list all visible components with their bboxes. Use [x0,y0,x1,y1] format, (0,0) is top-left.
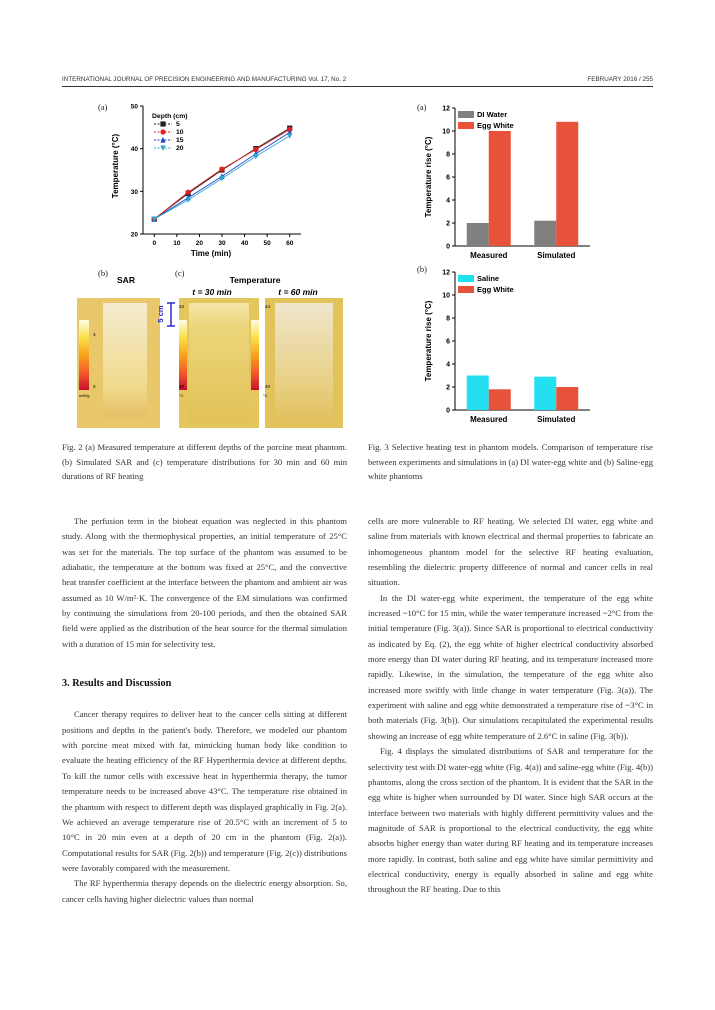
x-category-label: Simulated [537,415,576,424]
t30-colorbar-min: 30 [179,384,185,389]
x-category-label: Measured [470,415,508,424]
y-tick-label: 0 [446,407,450,415]
legend-label: 10 [176,129,184,136]
legend-label: DI Water [477,110,508,119]
sar-colorbar-unit: mW/g [79,393,90,398]
y-tick-label: 2 [446,384,450,392]
y-tick-label: 2 [446,220,450,228]
fig2-caption: Fig. 2 (a) Measured temperature at different depths of the porcine meat phantom. (b) Simulated SAR and (c) temperature distributions for 30 min and 60 min durations of RF heating [62,442,347,482]
y-tick-label: 6 [446,174,450,182]
t60-colorbar-max: 44 [265,304,271,309]
y-axis-label: Temperature rise (°C) [424,136,433,218]
y-tick-label: 8 [446,315,450,323]
t60-colorbar-min: 40 [265,384,271,389]
fig2a-line-chart [108,98,308,263]
header-rule [62,86,653,87]
x-tick-label: 20 [195,240,204,247]
fig2a-y-axis-label: Temperature (°C) [111,133,120,199]
y-tick-label: 4 [446,361,450,369]
right-paragraph-1: cells are more vulnerable to RF heating. We selected DI water, egg white and saline from materials with known electrical and thermal properties to fabricate an inhomogeneous phantom model for the selective RF heating evaluation, resembling the dielectric property difference of normal and cancer cells in real situation. [368,516,653,588]
fig2a-axes [131,104,301,248]
x-tick-label: 30 [218,240,226,247]
left-paragraph-2: Cancer therapy requires to deliver heat to the cancer cells sitting at different positions and depths in the patient's body. Therefore, we modeled our phantom with porcine meat mixed with fat, mimicking human body like condition to evaluate the heating efficiency of the RF Hyperthermia device at different depths. To kill the tumor cells with excessive heat in hyperthermia therapy, the tumor temperature needs to be increased above 43°C. The temperature rise obtained in the phantom with respect to different depth was displayed graphically in Fig. 2(a). We achieved an average temperature rise of 20.5°C with an increment of 5 to 10°C in 20 min even at a depth of 20 cm in the phantom (Fig. 2(a)). Computational results for SAR (Fig. 2(b)) and temperature (Fig. 2(c)) distributions were favorably compared with the measurement. [62,709,347,873]
legend-title: Depth (cm) [152,113,188,120]
x-tick-label: 10 [173,240,181,247]
bar-di-water [467,223,489,246]
fig2a-series-group [152,126,293,223]
sar-phantom-field [103,303,147,418]
data-point [186,190,191,195]
fig2c-label: (c) [175,268,185,278]
t60-colorbar [251,320,259,390]
temperature-title: Temperature [229,275,281,285]
data-point [219,167,224,172]
y-tick-label: 40 [130,146,138,154]
fig3b-label: (b) [417,264,427,274]
fig2a-x-axis-label: Time (min) [190,249,232,258]
y-tick-label: 12 [442,269,450,277]
sar-title: SAR [117,275,135,285]
t60-phantom-field [275,303,333,423]
right-paragraph-3: Fig. 4 displays the simulated distributions of SAR and temperature for the selectivity test with DI water-egg white (Fig. 4(a)) and saline-egg white (Fig. 4(b)) phantoms, along the cross section of the phantom. It is evident that the SAR in the egg white is higher when surrounded by DI water. Since high SAR occurs at the interface between two materials with highly different permittivity values and the magnitude of SAR is proportional to the electrical conductivity, the egg white absorbs higher energy than water during RF heating and its temperature increases more rapidly. In contrast, both saline and egg white have similar permittivity and electrical conductivity, energy is equally absorbed in saline and egg white throughout the RF heating. Due to this [368,746,653,895]
section-heading: 3. Results and Discussion [62,678,172,690]
data-point [253,154,258,160]
y-tick-label: 10 [442,128,450,136]
y-tick-label: 6 [446,338,450,346]
y-tick-label: 50 [130,103,138,111]
bar-saline [467,376,489,411]
x-category-label: Measured [470,251,508,260]
t30-colorbar [179,320,187,390]
legend-label: 20 [176,145,184,152]
data-point [287,133,292,139]
legend-swatch [458,111,474,118]
bar-egg-white [556,387,578,410]
data-point [160,121,165,126]
bar-di-water [534,221,556,246]
fig2b-label: (b) [98,268,108,278]
legend-label: Egg White [477,285,514,294]
legend-swatch [458,286,474,293]
sar-colorbar [79,320,89,390]
bar-egg-white [489,131,511,246]
y-axis-label: Temperature rise (°C) [424,300,433,382]
t30-colorbar-unit: °C [179,393,184,398]
fig3a-label: (a) [417,102,427,112]
x-tick-label: 60 [286,240,294,247]
t30-phantom-field [189,303,249,423]
y-tick-label: 20 [130,231,138,239]
data-point [160,129,165,134]
t60-label: t = 60 min [278,287,318,297]
fig3-caption: Fig. 3 Selective heating test in phantom models. Comparison of temperature rise between experiments and simulations in (a) DI water-egg white and (b) Saline-egg white phantoms [368,442,653,482]
legend-label: Saline [477,274,500,283]
fig3b-bar-chart [420,262,610,427]
fig2bc-distribution-maps [75,270,345,430]
fig2a-legend [152,113,188,152]
fig2a-label: (a) [98,102,108,112]
issue-date-page: FEBRUARY 2016 / 255 [587,76,653,83]
y-tick-label: 10 [442,292,450,300]
sar-colorbar-min: 0 [93,384,96,389]
t30-label: t = 30 min [192,287,232,297]
legend-swatch [458,275,474,282]
left-paragraph-1: The perfusion term in the bioheat equation was neglected in this phantom study. Along with the thermophysical properties, an initial temperature of 25°C was set for the materials. The top surface of the phantom was assumed to be adiabatic, the temperature at the bottom was fixed at 25°C, and the convective heat transfer coefficient at the interface between the phantom and ambient air was assumed as 10 W/m²·K. The convergence of the EM simulations was confirmed by continuing the simulations from 20-100 periods, and then the obtained SAR field were applied as the distribution of the heat source for the thermal simulation with a duration of 15 min for selectivity test. [62,516,347,649]
x-tick-label: 50 [263,240,271,247]
left-paragraph-3: The RF hyperthermia therapy depends on the dielectric energy absorption. So, cancer cells having higher dielectric values than normal [62,878,347,904]
bar-egg-white [489,389,511,410]
y-tick-label: 8 [446,151,450,159]
y-tick-label: 30 [130,188,138,196]
fig3a-bar-chart [420,98,610,263]
y-tick-label: 0 [446,243,450,251]
legend-swatch [458,122,474,129]
legend-label: 15 [176,137,184,144]
right-column [368,514,653,898]
legend-label: 5 [176,121,180,128]
x-category-label: Simulated [537,251,576,260]
t60-colorbar-unit: °C [263,393,268,398]
x-tick-label: 40 [240,240,249,247]
legend-label: Egg White [477,121,514,130]
bar-egg-white [556,122,578,246]
journal-title: INTERNATIONAL JOURNAL OF PRECISION ENGINEERING AND MANUFACTURING Vol. 17, No. 2 [62,76,347,83]
sar-colorbar-max: 3 [93,332,96,337]
y-tick-label: 4 [446,197,450,205]
x-tick-label: 0 [152,240,157,247]
right-paragraph-2: In the DI water-egg white experiment, the temperature of the egg white increased ~10°C for 15 min, while the water temperature increased ~2°C from the initial temperature (Fig. 3(a)). Since SAR is proportional to electrical conductivity as indicated by Eq. (2), the egg white of higher electrical conductivity absorbed more energy than DI water during RF heating, and its temperature increased more rapidly. Likewise, in the simulation, the temperature of the egg white also increased more swiftly with little change in water temperature (Fig. 3(a)). The experiment with saline and egg white demonstrated a temperature rise of ~3°C in both materials (Fig. 3(b)). Our simulations recapitulated the experimental results showing an increase of egg white temperature of 2.6°C in saline (Fig. 3(b)). [368,592,653,741]
t30-colorbar-max: 34 [179,304,185,309]
left-column [62,514,347,907]
bar-saline [534,377,556,410]
y-tick-label: 12 [442,105,450,113]
scale-bar-label: 5 cm [156,305,165,323]
